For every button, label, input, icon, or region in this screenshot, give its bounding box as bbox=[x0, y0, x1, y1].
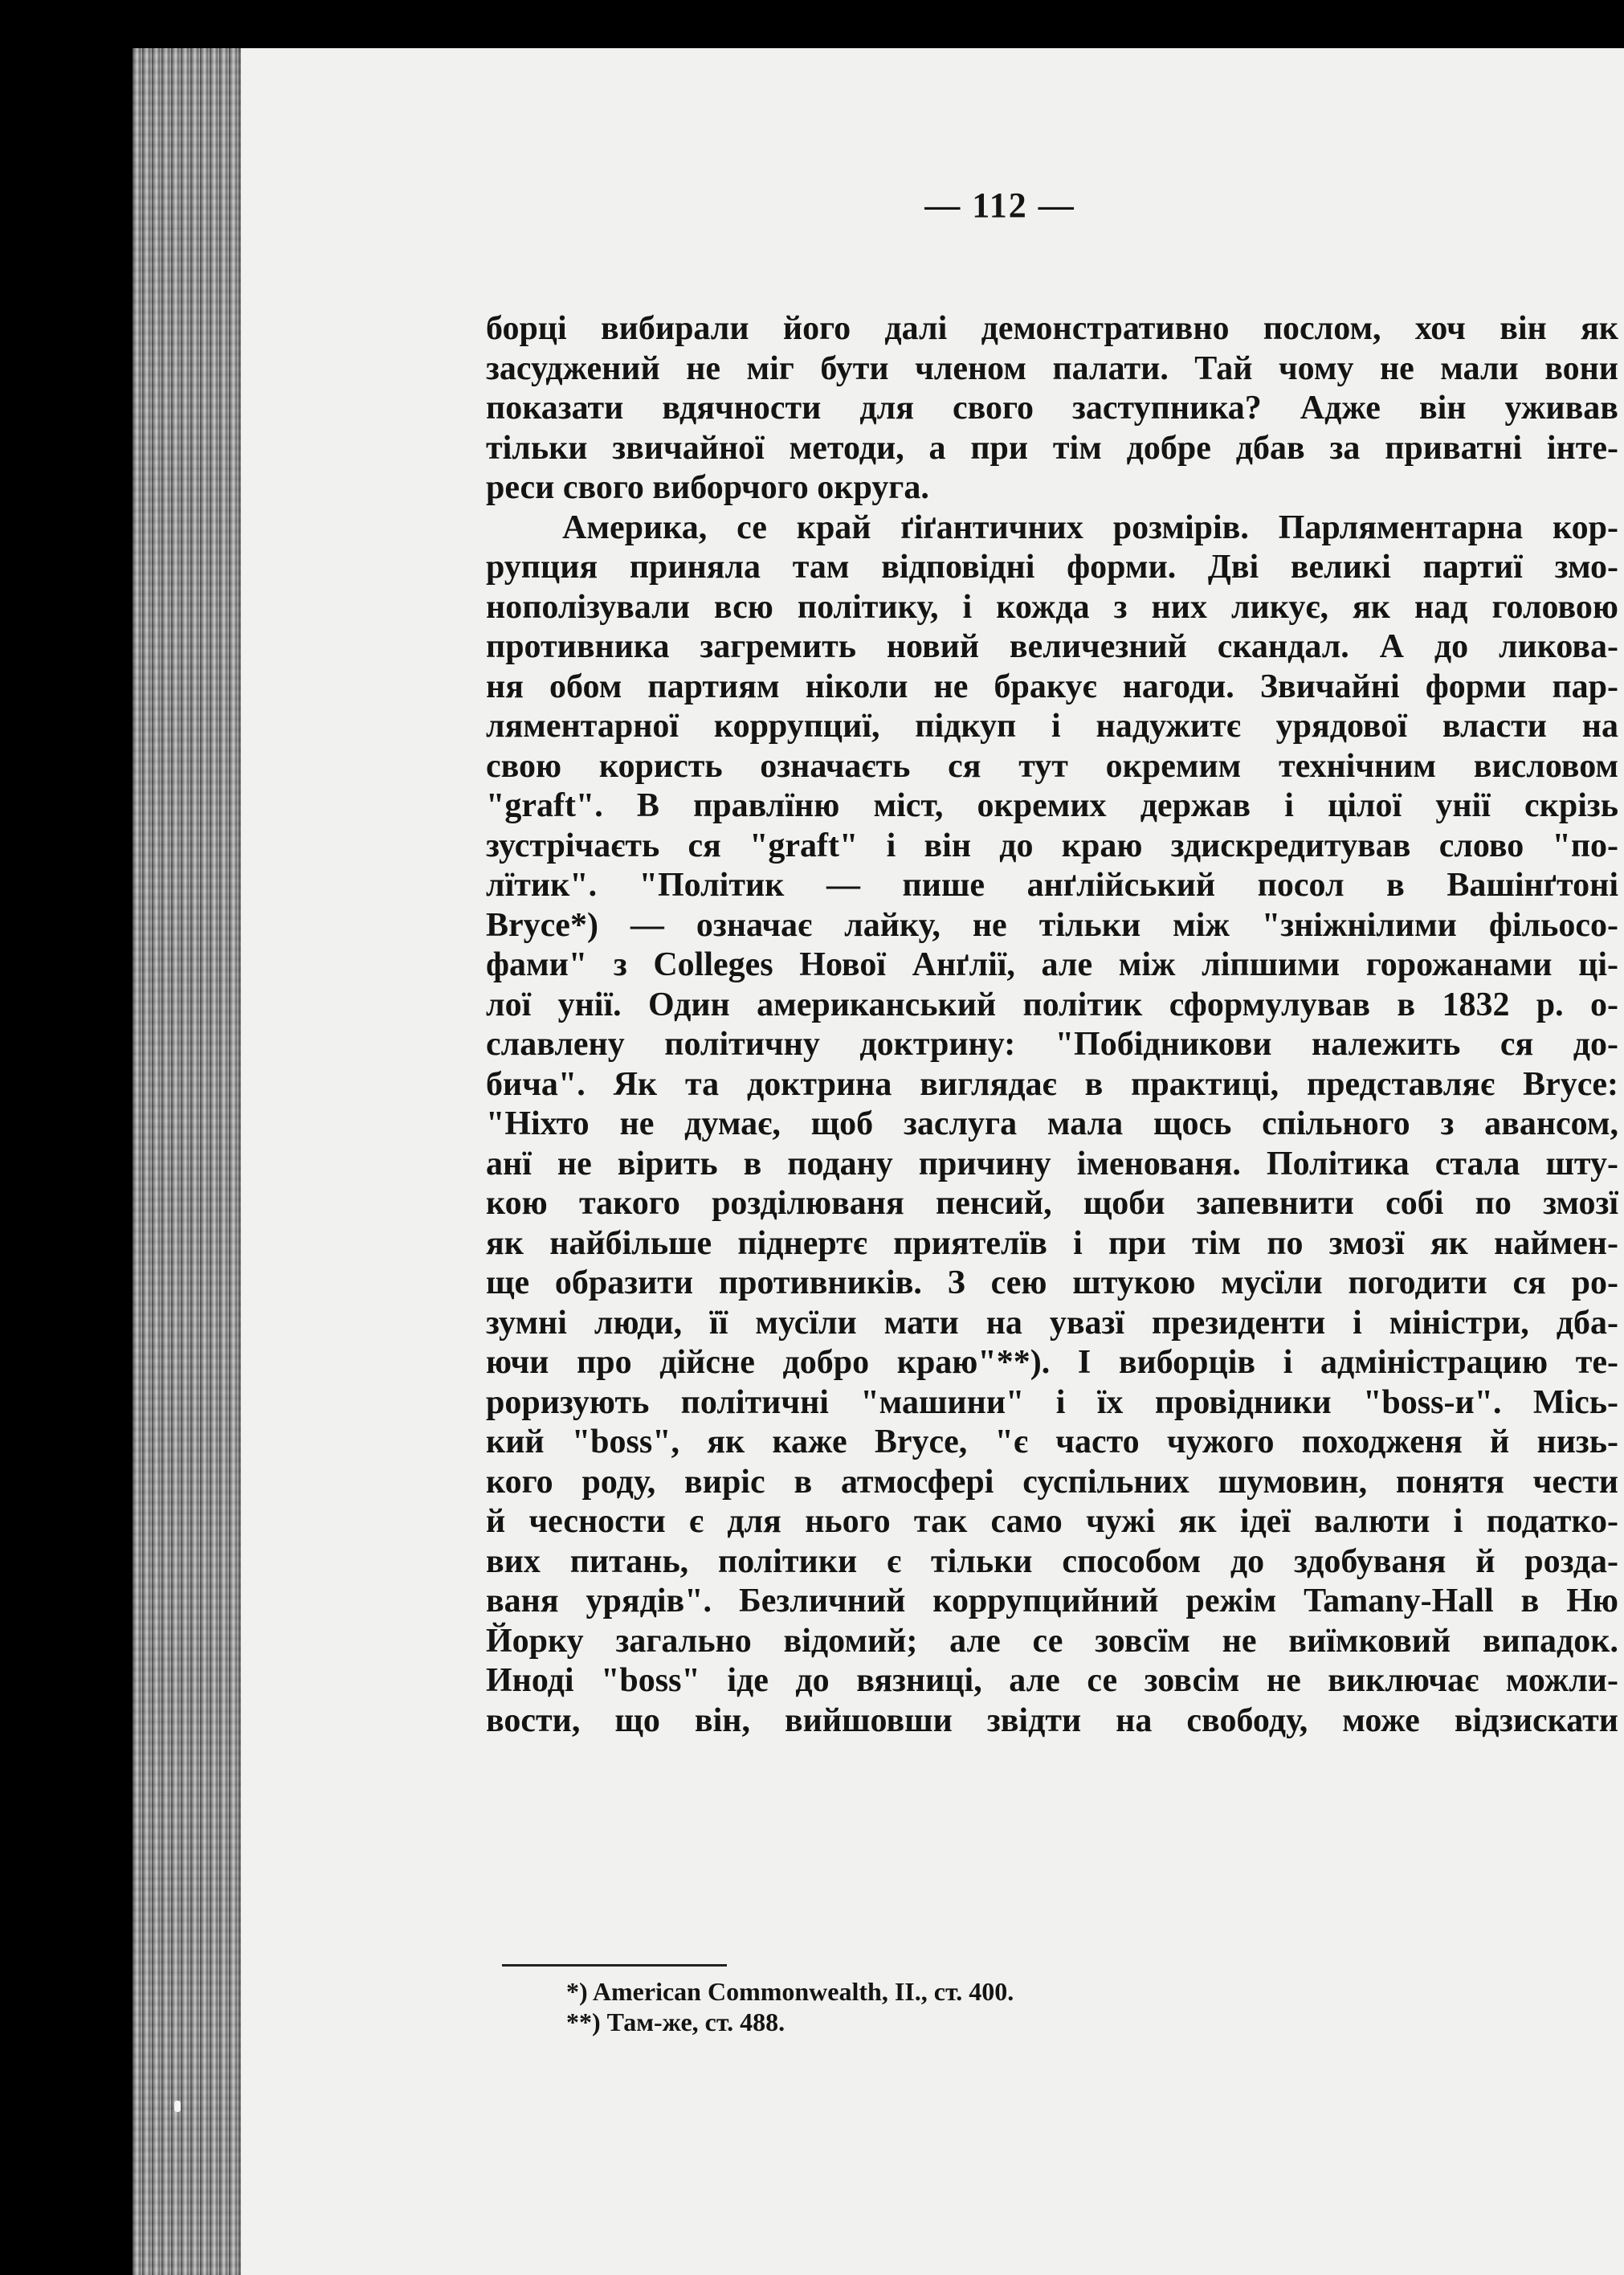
page-number: — 112 — bbox=[924, 186, 1075, 225]
text-line: як найбільше піднертє приятелїв і при тім по змозї як наймен- bbox=[486, 1224, 1618, 1262]
text-line: свою користь означаєть ся тут окремим технічним висловом bbox=[486, 747, 1618, 785]
text-line: вости, що він, вийшовши звідти на свободу, може відзискати bbox=[486, 1701, 1618, 1739]
text-line: роризують політичні "машини" і їх провідники "boss-и". Місь- bbox=[486, 1383, 1618, 1421]
text-line: вих питань, політики є тільки способом до здобуваня й розда- bbox=[486, 1542, 1618, 1580]
text-line: противника загремить новий величезний скандал. А до ликова- bbox=[486, 628, 1618, 665]
text-line: анї не вірить в подану причину іменованя. Політика стала шту- bbox=[486, 1145, 1618, 1182]
text-line: ляментарної коррупциї, підкуп і надужитє урядової власти на bbox=[486, 708, 1618, 745]
text-line: тільки звичайної методи, а при тім добре дбав за приватні інте- bbox=[486, 429, 1618, 467]
text-line: Иноді "boss" іде до вязниці, але се зовсім не виключає можли- bbox=[486, 1662, 1618, 1699]
text-line: нополізували всю політику, і кожда з них ликує, як над головою bbox=[486, 588, 1618, 626]
text-line: "graft". В правлїню міст, окремих держав і цілої унії скрізь bbox=[486, 787, 1618, 824]
footnote-1: *) American Commonwealth, II., ст. 400. bbox=[566, 1977, 1014, 2006]
body-text bbox=[486, 309, 1618, 1741]
footnote-2: **) Там-же, ст. 488. bbox=[566, 2007, 785, 2036]
text-line: ня обом партиям ніколи не бракує нагоди. Звичайні форми пар- bbox=[486, 668, 1618, 705]
text-line: ючи про дійсне добро краю"**). І виборців і адміністрацию те- bbox=[486, 1344, 1618, 1381]
text-line: фами" з Colleges Нової Анґлії, але між ліпшими горожанами ці- bbox=[486, 946, 1618, 983]
text-line: й чесности є для нього так само чужі як ідеї валюти і податко- bbox=[486, 1503, 1618, 1540]
text-line: зумні люди, її мусїли мати на увазї президенти і міністри, дба- bbox=[486, 1304, 1618, 1342]
text-line: зустрічаєть ся "graft" і він до краю здискредитував слово "по- bbox=[486, 827, 1618, 864]
text-line: лої унії. Один американський політик сформулував в 1832 р. о- bbox=[486, 986, 1618, 1023]
text-line: бича". Як та доктрина виглядає в практиці, представляє Bryce: bbox=[486, 1065, 1618, 1103]
text-line: кою такого розділюваня пенсий, щоби запевнити собі по змозї bbox=[486, 1185, 1618, 1222]
footnote-divider bbox=[502, 1964, 727, 1967]
text-line: Йорку загально відомий; але се зовсїм не виїмковий випадок. bbox=[486, 1622, 1618, 1660]
text-line: ще образити противників. З сею штукою мусїли погодити ся ро- bbox=[486, 1264, 1618, 1301]
text-line: "Ніхто не думає, щоб заслуга мала щось спільного з авансом, bbox=[486, 1105, 1618, 1142]
text-line: борці вибирали його далі демонстративно послом, хоч він як bbox=[486, 310, 1618, 347]
text-line: ваня урядів". Безличний коррупцийний режім Tamany-Hall в Ню bbox=[486, 1583, 1618, 1619]
book-page-edge bbox=[133, 48, 241, 2275]
text-line: засуджений не міг бути членом палати. Тай чому не мали вони bbox=[486, 349, 1618, 387]
text-line: кий "boss", як каже Bryce, "є часто чужого походженя й низь- bbox=[486, 1423, 1618, 1460]
text-line: Bryce*) — означає лайку, не тільки між "зніжнілими фільосо- bbox=[486, 906, 1618, 944]
footnotes bbox=[566, 1976, 1289, 2037]
scanned-book-page bbox=[133, 48, 1624, 2275]
text-line: лїтик". "Політик — пише анґлійський посол в Вашінґтоні bbox=[486, 867, 1618, 904]
text-line: реси свого виборчого округа. bbox=[486, 469, 929, 506]
text-line: кого роду, виріс в атмосфері суспільних шумовин, понятя чести bbox=[486, 1463, 1618, 1501]
text-line: Америка, се край ґіґантичних розмірів. Парляментарна кор- bbox=[562, 509, 1618, 546]
page-speck bbox=[174, 2101, 181, 2112]
text-line: рупция приняла там відповідні форми. Дві великі партиї змо- bbox=[486, 549, 1618, 586]
text-line: славлену політичну доктрину: "Побідникови належить ся до- bbox=[486, 1026, 1618, 1063]
text-line: показати вдячности для свого заступника? Адже він уживав bbox=[486, 390, 1618, 427]
